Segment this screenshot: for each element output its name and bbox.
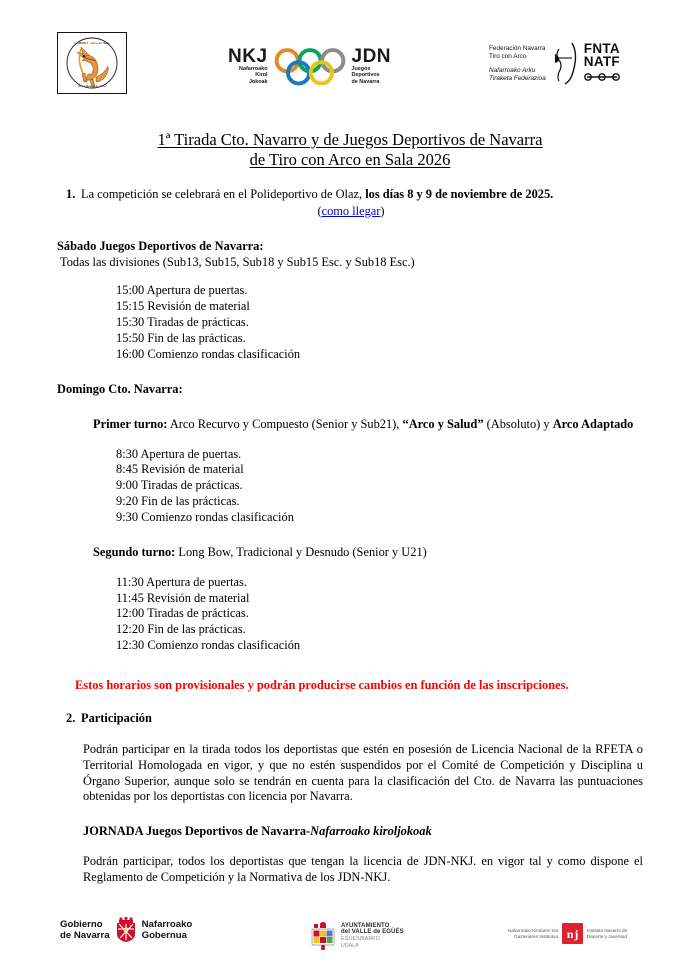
svg-text:Arco Navarra · Tiro: Arco Navarra · Tiro: [78, 84, 106, 88]
como-llegar-link[interactable]: como llegar: [321, 203, 381, 218]
club-fox-archer-logo: [57, 32, 127, 94]
ayuntamiento-line4: UDALA: [341, 942, 359, 949]
gobierno-es-text: [60, 919, 110, 942]
list-item: 12:20 Fin de las prácticas.: [116, 622, 246, 637]
sunday-turn1-schedule-list: [57, 447, 645, 527]
fnta-abbr-eu: NATF: [583, 54, 620, 69]
list-item: 15:30 Tiradas de prácticas.: [116, 314, 249, 329]
turn2-label: Segundo turno:: [93, 545, 176, 560]
fox-archer-icon: [60, 35, 124, 91]
list-item-1: [57, 187, 645, 203]
saturday-divisions: Todas las divisiones (Sub13, Sub15, Sub18 y Sub15 Esc. y Sub18 Esc.): [60, 254, 415, 269]
list-item: 16:00 Comienzo rondas clasificación: [116, 346, 301, 361]
item1-dates: los días 8 y 9 de noviembre de 2025.: [365, 187, 554, 201]
ayuntamiento-line3: EGUESIBARKO: [341, 936, 380, 942]
indj-eu-line1: Nafarroako Kirolaren eta: [508, 927, 559, 933]
paren-open: (: [317, 203, 322, 218]
nkj-abbreviation: NKJ: [228, 46, 268, 68]
turn1-bold-1: “Arco y Salud”: [402, 416, 484, 431]
jdn-text-block: [352, 47, 392, 84]
indj-mark-icon: [562, 923, 583, 944]
paren-close: ): [380, 203, 385, 218]
turn1-label: Primer turno:: [93, 416, 168, 431]
jdn-subtitle-line2: Deportivos: [351, 72, 380, 79]
indj-es-text: [587, 928, 627, 940]
list-item: 15:00 Apertura de puertas.: [116, 283, 248, 298]
ayuntamiento-line1: AYUNTAMIENTO: [341, 922, 390, 929]
indj-mark-n: n: [566, 926, 574, 941]
participation-paragraph: Podrán participar en la tirada todos los deportistas que estén en posesión de Licencia Nacional de la RFETA o Territorial Homologada en vigor, y que no estén suspendidos por el Comité de Competición y Disciplina u Órgano Superior, aunque solo se tendrán en cuenta para la clasificación del Cto. de Navarra las puntuaciones obtenidas por los deportistas con licencia por Navarra.: [83, 742, 643, 804]
saturday-heading: Sábado Juegos Deportivos de Navarra:: [57, 239, 264, 254]
arrow-chain-icon: [584, 71, 620, 82]
jornada-bold-text: JORNADA Juegos Deportivos de Navarra-: [83, 823, 311, 838]
document-body: [0, 187, 700, 886]
gobierno-eu-text: [142, 919, 193, 942]
item1-text: La competición se celebrará en el Polideportivo de Olaz,: [81, 187, 363, 201]
turn2-text-1: Long Bow, Tradicional y Desnudo (Senior y U21): [175, 545, 427, 560]
item2-number: 2.: [66, 710, 76, 725]
fnta-abbr-es: FNTA: [583, 40, 620, 56]
fnta-text-block: [489, 45, 546, 84]
indj-mark-j: j: [574, 926, 579, 941]
document-title: [0, 130, 700, 170]
jornada-italic-text: Nafarroako kiroljokoak: [310, 823, 432, 838]
gobierno-eu-line2: Gobernua: [141, 930, 187, 941]
ayuntamiento-text-block: [341, 923, 404, 949]
jornada-heading: [57, 824, 645, 840]
fnta-es-line2: Tiro con Arco: [489, 53, 527, 61]
provisional-schedule-warning: Estos horarios son provisionales y podrán producirse cambios en función de las inscripciones.: [75, 678, 569, 693]
list-item: 8:30 Apertura de puertas.: [116, 446, 242, 461]
list-item: 12:30 Comienzo rondas clasificación: [116, 638, 301, 653]
turn1-text-1: Arco Recurvo y Compuesto (Senior y Sub21),: [167, 416, 403, 431]
fnta-eu-line2: Tiraketa Federazioa: [489, 74, 546, 82]
ayuntamiento-valle-de-egues-logo: [310, 921, 404, 951]
how-to-get-there-line: [57, 204, 645, 220]
jdn-subtitle-line3: de Navarra: [351, 78, 380, 85]
item1-number: 1.: [66, 187, 76, 201]
jornada-paragraph: Podrán participar, todos los deportistas que tengan la licencia de JDN-NKJ. en vigor tal y como dispone el Reglamento de Competición y la Normativa de los JDN-NKJ.: [83, 854, 643, 884]
sunday-turn2-description: [57, 545, 645, 561]
olympic-rings-icon: [271, 44, 349, 88]
title-line-2: de Tiro con Arco en Sala 2026: [249, 150, 451, 169]
list-item: 15:50 Fin de las prácticas.: [116, 330, 246, 345]
egues-coat-of-arms-icon: [310, 921, 336, 951]
list-item: 8:45 Revisión de material: [116, 462, 244, 477]
nkj-subtitle-line2: Kirol: [255, 72, 268, 79]
ayuntamiento-line2: del VALLE de EGÜÉS: [341, 929, 404, 936]
gobierno-es-line1: Gobierno: [60, 918, 103, 930]
indj-es-line1: Instituto Navarro de: [587, 927, 628, 933]
list-item: 12:00 Tiradas de prácticas.: [116, 606, 249, 621]
svg-text:LAMIXET · Arco en Sala: LAMIXET · Arco en Sala: [74, 41, 110, 45]
list-item: 9:20 Fin de las prácticas.: [116, 494, 240, 509]
jdn-abbreviation: JDN: [351, 46, 392, 68]
title-line-1: 1ª Tirada Cto. Navarro y de Juegos Deportivos de Navarra: [157, 130, 543, 149]
turn1-bold-2: Arco Adaptado: [552, 416, 634, 431]
gobierno-eu-line1: Nafarroako: [141, 918, 193, 930]
gobierno-de-navarra-logo: [60, 917, 192, 943]
item1-body: [81, 187, 645, 203]
nkj-subtitle-line1: Nafarroako: [239, 66, 268, 73]
footer-logo-bar: [0, 913, 700, 959]
fnta-eu-line1: Nafarroako Arku: [489, 66, 536, 74]
instituto-navarro-deporte-juventud-logo: [508, 923, 627, 944]
sunday-turn1-description: [57, 417, 645, 433]
indj-es-line2: Deporte y Juventud: [587, 933, 627, 939]
archer-bow-icon: [548, 41, 582, 87]
indj-eu-text: [508, 928, 558, 940]
item2-heading: Participación: [81, 710, 152, 725]
list-item: 11:30 Apertura de puertas.: [116, 574, 247, 589]
nkj-jdn-logo: [228, 44, 391, 88]
nkj-text-block: [228, 47, 268, 84]
list-item: 11:45 Revisión de material: [116, 590, 250, 605]
turn1-text-2: (Absoluto) y: [483, 416, 553, 431]
list-item: 9:00 Tiradas de prácticas.: [116, 478, 243, 493]
gobierno-es-line2: de Navarra: [60, 930, 110, 941]
header-logo-bar: [0, 0, 700, 104]
list-item-2: [57, 711, 645, 727]
fnta-es-line1: Federación Navarra: [489, 44, 546, 52]
sunday-heading: Domingo Cto. Navarra:: [57, 382, 183, 397]
indj-eu-line2: Gazteriaren Institutua: [514, 933, 559, 939]
list-item: 15:15 Revisión de material: [116, 299, 250, 314]
nkj-subtitle-line3: Jokoak: [248, 78, 268, 85]
list-item: 9:30 Comienzo rondas clasificación: [116, 510, 294, 525]
saturday-schedule-list: [57, 283, 645, 362]
federation-fnta-logo: [489, 41, 620, 87]
fnta-abbreviation-block: [584, 42, 620, 87]
sunday-turn2-schedule-list: [57, 575, 645, 655]
jdn-subtitle-line1: Juegos: [351, 66, 371, 73]
navarra-shield-icon: [115, 917, 137, 943]
